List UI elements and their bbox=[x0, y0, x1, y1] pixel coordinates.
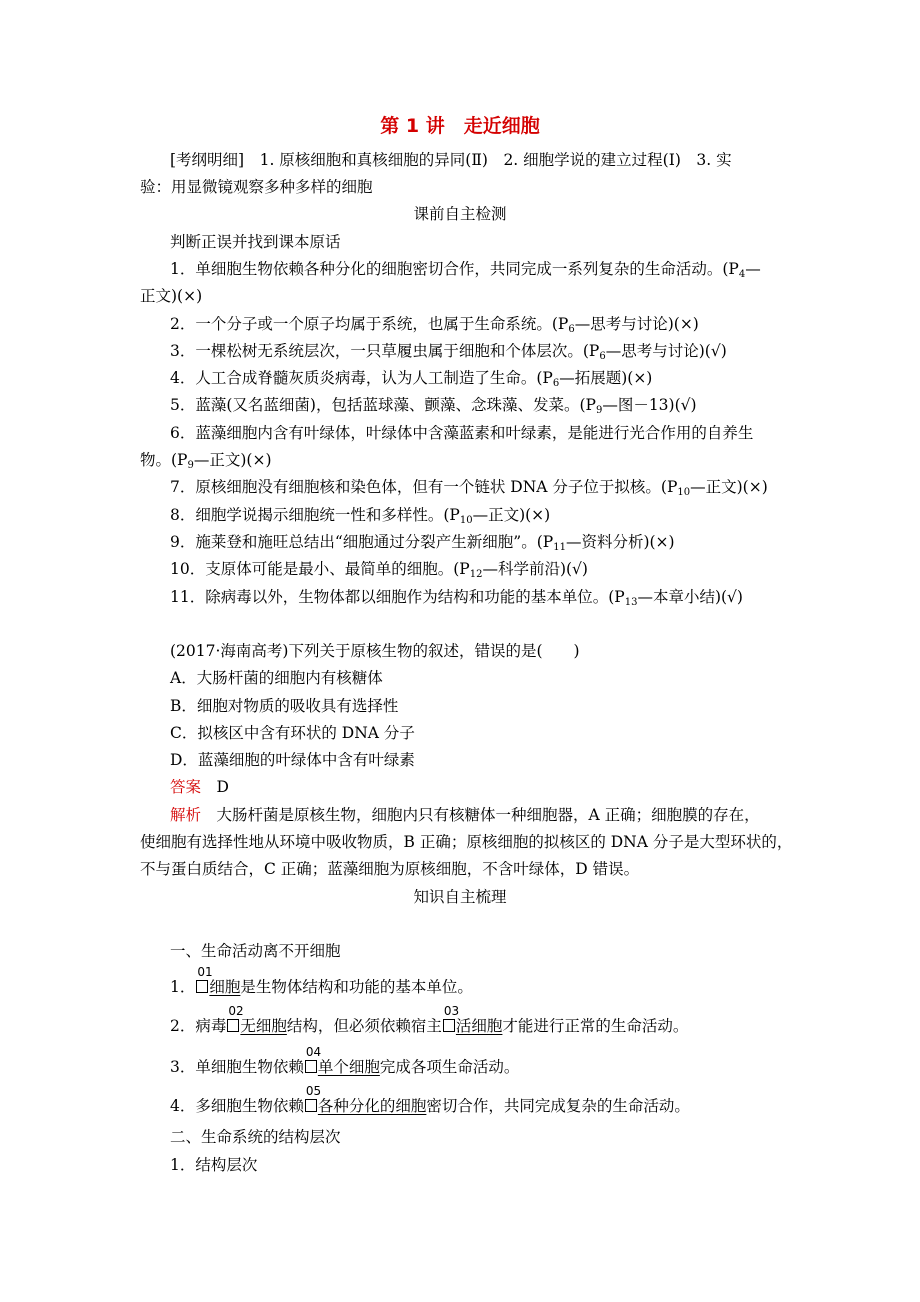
option-d: D．蓝藻细胞的叶绿体中含有叶绿素 bbox=[170, 751, 415, 769]
judge-item-2: 2．一个分子或一个原子均属于系统，也属于生命系统。($P_6—$思考与讨论)(×) bbox=[170, 315, 699, 335]
page-title: 第 1 讲 走近细胞 bbox=[380, 115, 540, 137]
answer bbox=[170, 777, 229, 797]
fill-answer: 各种分化的细胞 bbox=[317, 1097, 427, 1115]
judge-item-1: 1．单细胞生物依赖各种分化的细胞密切合作，共同完成一系列复杂的生命活动。($P_4—$ bbox=[170, 260, 761, 280]
fill-line-1: 1． 01 细胞是生物体结构和功能的基本单位。 bbox=[170, 965, 473, 996]
syllabus-line-1: [考纲明细] 1. 原核细胞和真核细胞的异同(Ⅱ) 2. 细胞学说的建立过程(Ⅰ) 3. 实 bbox=[170, 151, 732, 169]
judge-item-3: 3．一棵松树无系统层次，一只草履虫属于细胞和个体层次。($P_6—$思考与讨论)(√) bbox=[170, 342, 727, 362]
judge-item-11: 11．除病毒以外，生物体都以细胞作为结构和功能的基本单位。($P_{13}—$本章小结)(√) bbox=[170, 588, 743, 608]
fill-answer: 细胞 bbox=[209, 978, 241, 996]
part-2-subheading: 1．结构层次 bbox=[170, 1156, 258, 1174]
blank-box: 05 bbox=[305, 1099, 317, 1112]
judge-item-8: 8．细胞学说揭示细胞统一性和多样性。($P_{10}—$正文)(×) bbox=[170, 506, 551, 526]
judge-item-6-cont: 物。($P_9—$正文)(×) bbox=[140, 451, 272, 471]
blank-box: 02 bbox=[227, 1019, 239, 1032]
option-c: C．拟核区中含有环状的 DNA 分子 bbox=[170, 724, 415, 742]
fill-line-2: 2．病毒 02 无细胞结构，但必须依赖宿主 03 活细胞才能进行正常的生命活动。 bbox=[170, 1004, 689, 1035]
fill-answer: 单个细胞 bbox=[317, 1058, 380, 1076]
fill-line-4: 4．多细胞生物依赖 05 各种分化的细胞密切合作，共同完成复杂的生命活动。 bbox=[170, 1084, 690, 1115]
answer-label: 答案 bbox=[170, 778, 202, 796]
judge-item-4: 4．人工合成脊髓灰质炎病毒，认为人工制造了生命。($P_6—$拓展题)(×) bbox=[170, 369, 653, 389]
part-1-heading: 一、生命活动离不开细胞 bbox=[170, 942, 341, 960]
blank-box: 03 bbox=[443, 1019, 455, 1032]
blank-box: 04 bbox=[305, 1060, 317, 1073]
analysis-line-1: 解析 大肠杆菌是原核生物，细胞内只有核糖体一种细胞器，A 正确；细胞膜的存在， bbox=[170, 806, 760, 824]
analysis-line-2: 使细胞有选择性地从环境中吸收物质，B 正确；原核细胞的拟核区的 DNA 分子是大型环状的， bbox=[140, 833, 793, 851]
answer-value: D bbox=[216, 778, 229, 796]
judge-item-6: 6．蓝藻细胞内含有叶绿体，叶绿体中含藻蓝素和叶绿素，是能进行光合作用的自养生 bbox=[170, 424, 754, 442]
judge-instruction: 判断正误并找到课本原话 bbox=[170, 233, 341, 251]
option-a: A．大肠杆菌的细胞内有核糖体 bbox=[170, 669, 383, 687]
fill-answer: 无细胞 bbox=[240, 1017, 287, 1035]
section-heading-pre-class: 课前自主检测 bbox=[413, 205, 507, 223]
judge-item-10: 10．支原体可能是最小、最简单的细胞。($P_{12}—$科学前沿)(√) bbox=[170, 560, 588, 580]
analysis-line-3: 不与蛋白质结合，C 正确；蓝藻细胞为原核细胞，不含叶绿体，D 错误。 bbox=[140, 860, 640, 878]
fill-line-3: 3．单细胞生物依赖 04 单个细胞完成各项生命活动。 bbox=[170, 1045, 520, 1076]
judge-item-1-cont: 正文)(×) bbox=[140, 287, 203, 305]
option-b: B．细胞对物质的吸收具有选择性 bbox=[170, 697, 399, 715]
judge-item-5: 5．蓝藻(又名蓝细菌)，包括蓝球藻、颤藻、念珠藻、发菜。($P_9—$图－13)(√) bbox=[170, 396, 697, 416]
section-heading-knowledge: 知识自主梳理 bbox=[413, 888, 507, 906]
judge-item-7: 7．原核细胞没有细胞核和染色体，但有一个链状 DNA 分子位于拟核。($P_{10}—$正文)(×) bbox=[170, 478, 768, 498]
judge-item-9: 9．施莱登和施旺总结出“细胞通过分裂产生新细胞”。($P_{11}—$资料分析)(×) bbox=[170, 533, 675, 553]
fill-answer: 活细胞 bbox=[455, 1017, 503, 1035]
syllabus-line-2: 验：用显微镜观察多种多样的细胞 bbox=[140, 178, 373, 196]
blank-box: 01 bbox=[196, 980, 208, 993]
analysis-label: 解析 bbox=[170, 806, 202, 824]
question-stem: (2017·海南高考)下列关于原核生物的叙述，错误的是( ) bbox=[170, 642, 580, 660]
part-2-heading: 二、生命系统的结构层次 bbox=[170, 1128, 341, 1146]
